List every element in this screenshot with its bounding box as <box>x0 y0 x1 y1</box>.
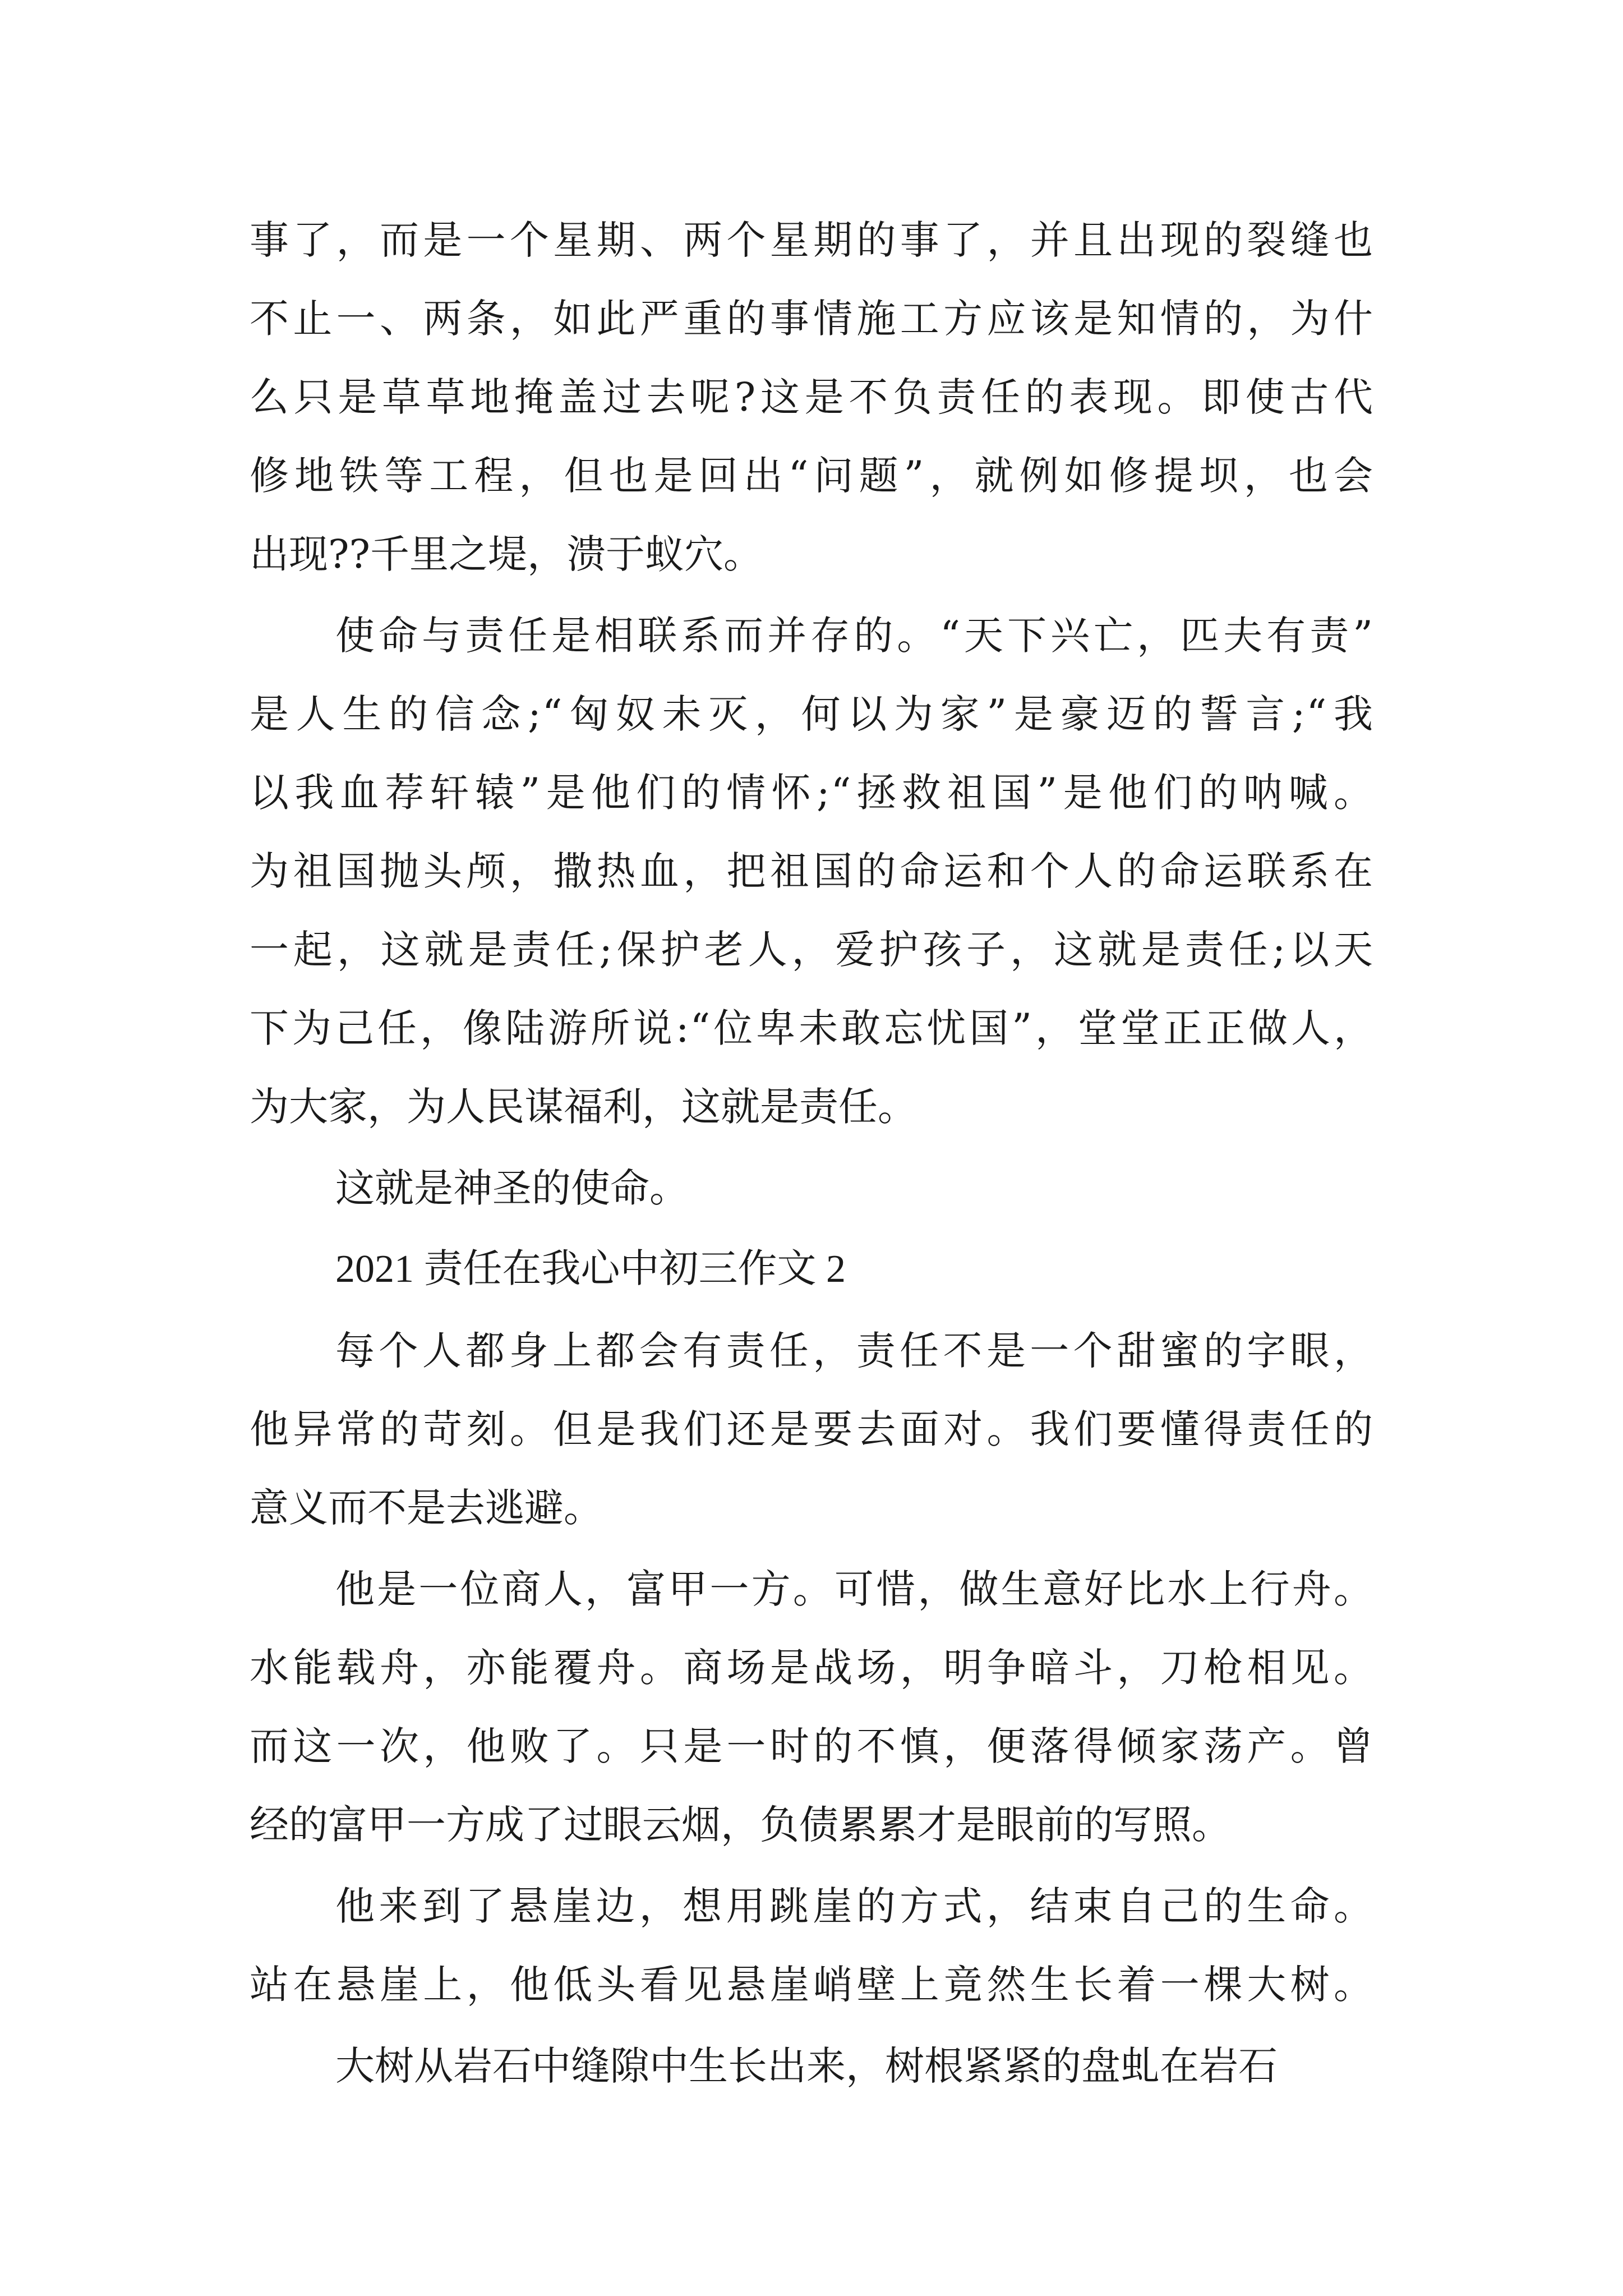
text-line: 下为己任，像陆游所说:“位卑未敢忘忧国”，堂堂正正做人， <box>250 1005 1374 1051</box>
text-line: 以我血荐轩辕”是他们的情怀;“拯救祖国”是他们的呐喊。 <box>250 770 1374 816</box>
section-title: 2021 责任在我心中初三作文 2 <box>335 1248 846 1291</box>
text-line: 大树从岩石中缝隙中生长出来，树根紧紧的盘虬在岩石 <box>335 2043 1278 2089</box>
text-line: 使命与责任是相联系而并存的。“天下兴亡，匹夫有责” <box>335 613 1374 659</box>
text-line: 这就是神圣的使命。 <box>335 1165 689 1211</box>
text-line: 他异常的苛刻。但是我们还是要去面对。我们要懂得责任的 <box>250 1406 1374 1452</box>
text-line: 一起，这就是责任;保护老人，爱护孩子，这就是责任;以天 <box>250 927 1374 973</box>
text-line: 水能载舟，亦能覆舟。商场是战场，明争暗斗，刀枪相见。 <box>250 1645 1374 1691</box>
text-line: 为祖国抛头颅，撒热血，把祖国的命运和个人的命运联系在 <box>250 848 1374 894</box>
text-line: 修地铁等工程，但也是回出“问题”，就例如修提坝，也会 <box>250 453 1374 499</box>
text-line: 么只是草草地掩盖过去呢?这是不负责任的表现。即使古代 <box>250 374 1374 420</box>
text-line: 不止一、两条，如此严重的事情施工方应该是知情的，为什 <box>250 296 1374 342</box>
text-line: 出现??千里之堤，溃于蚁穴。 <box>250 531 763 577</box>
text-line: 每个人都身上都会有责任，责任不是一个甜蜜的字眼， <box>335 1328 1374 1374</box>
text-line: 经的富甲一方成了过眼云烟，负债累累才是眼前的写照。 <box>250 1802 1231 1848</box>
text-line: 是人生的信念;“匈奴未灭，何以为家”是豪迈的誓言;“我 <box>250 691 1374 737</box>
text-line: 意义而不是去逃避。 <box>250 1485 603 1531</box>
text-line: 为大家，为人民谋福利，这就是责任。 <box>250 1084 917 1130</box>
text-line: 他是一位商人，富甲一方。可惜，做生意好比水上行舟。 <box>335 1566 1374 1612</box>
text-line: 他来到了悬崖边，想用跳崖的方式，结束自己的生命。 <box>335 1883 1374 1929</box>
text-line: 事了，而是一个星期、两个星期的事了，并且出现的裂缝也 <box>250 217 1374 263</box>
text-line: 站在悬崖上，他低头看见悬崖峭壁上竟然生长着一棵大树。 <box>250 1962 1374 2008</box>
text-line: 而这一次，他败了。只是一时的不慎，便落得倾家荡产。曾 <box>250 1723 1374 1769</box>
